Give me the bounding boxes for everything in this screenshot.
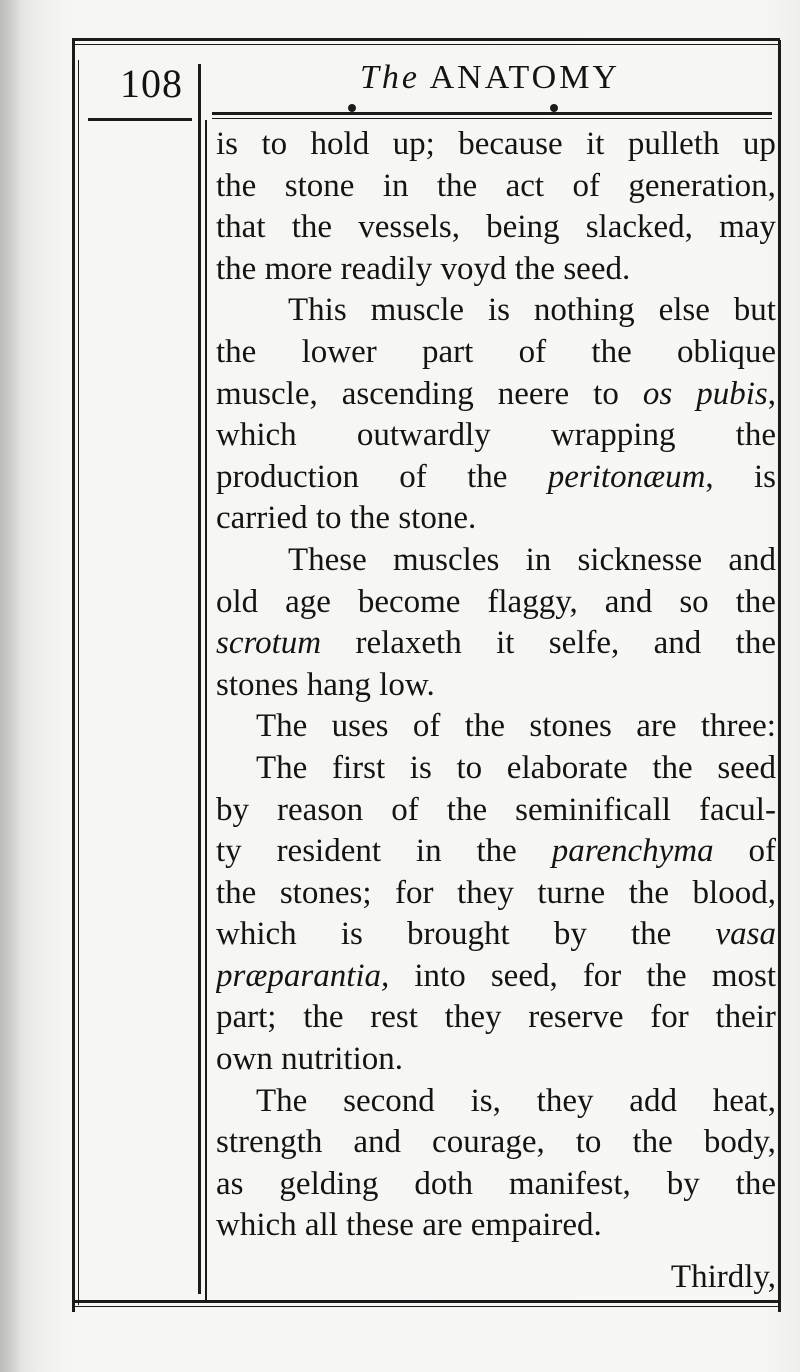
word: This (288, 292, 347, 329)
word: the (735, 417, 776, 454)
text-line (216, 914, 776, 956)
word: it (496, 625, 515, 662)
top-border-rule (72, 38, 780, 41)
word: of (518, 333, 547, 370)
word: may (719, 209, 776, 246)
word: as (216, 1165, 244, 1202)
word: these (346, 1207, 414, 1244)
word: ty (216, 833, 242, 870)
word: sicknesse (577, 541, 703, 578)
word: of (399, 458, 427, 495)
word: the (632, 1124, 673, 1161)
word: more (264, 250, 333, 287)
word: generation, (628, 167, 776, 204)
word: parenchyma (551, 833, 714, 870)
word: because (458, 126, 563, 162)
word: resident (276, 833, 382, 870)
text-line (216, 706, 776, 748)
text-line (216, 956, 776, 998)
top-border-rule-inner (72, 44, 780, 45)
word: that (216, 209, 266, 246)
word: most (711, 957, 776, 994)
word: voyd (440, 250, 507, 287)
catchword: Thirdly, (670, 1259, 776, 1296)
text-line (216, 540, 776, 582)
text-line (216, 1164, 776, 1206)
word: add (629, 1082, 677, 1119)
word: to (261, 126, 288, 162)
text-line (216, 831, 776, 873)
word: and (728, 541, 776, 578)
word: the (216, 333, 257, 370)
word: else (658, 292, 710, 329)
word: into (414, 957, 466, 994)
bottom-border-rule-inner (72, 1306, 780, 1307)
word: rest (370, 999, 418, 1036)
page-number: 108 (120, 61, 183, 106)
word: empaired. (470, 1207, 602, 1244)
word: to (456, 749, 483, 786)
word: the (303, 999, 344, 1036)
word: the (735, 583, 776, 620)
word: to (593, 375, 619, 412)
word: pulleth (627, 126, 720, 162)
word: stones (529, 708, 612, 745)
text-line (216, 457, 776, 499)
word: relaxeth (355, 625, 462, 662)
word: seminificall (515, 791, 671, 828)
text-line (216, 582, 776, 624)
word: heat, (712, 1082, 776, 1119)
word: the (628, 874, 670, 911)
word: the (216, 167, 257, 204)
word: which (216, 417, 297, 454)
word: part; (216, 999, 277, 1036)
word: præparantia, (216, 957, 390, 994)
word: neere (497, 375, 570, 412)
word: the (652, 749, 693, 786)
word: low. (379, 666, 435, 703)
word: become (357, 583, 461, 620)
gutter-shadow (0, 0, 22, 1372)
running-head-title: ANATOMY (429, 59, 621, 96)
word: in (415, 833, 442, 870)
word: seed, (490, 957, 558, 994)
word: are (422, 1207, 463, 1244)
text-line (216, 207, 776, 249)
header-underline-margin (88, 118, 192, 121)
word: the (464, 708, 506, 745)
word: body, (703, 1124, 776, 1161)
word: The (256, 1082, 308, 1119)
word: so (679, 583, 709, 620)
word: of (748, 833, 776, 870)
word: the (646, 957, 687, 994)
word: the (630, 916, 672, 953)
word: for (582, 957, 622, 994)
word: three: (700, 708, 776, 745)
word: and (604, 583, 653, 620)
word: nothing (533, 292, 635, 329)
word: slacked, (585, 209, 693, 246)
word: for (650, 999, 689, 1036)
word: own (216, 1041, 273, 1078)
word: old (216, 583, 259, 620)
word: uses (331, 708, 389, 745)
word: muscles (393, 541, 500, 578)
word: of (572, 167, 600, 204)
word: is (487, 292, 510, 329)
word: they (536, 1082, 594, 1119)
word: to (575, 1124, 602, 1161)
word: vessels, (358, 209, 460, 246)
word: second (343, 1082, 435, 1119)
body-text (216, 124, 776, 1299)
word: readily (340, 250, 433, 287)
word: reason (277, 791, 364, 828)
word: gelding (279, 1165, 379, 1202)
text-line (216, 124, 776, 166)
word: to (315, 500, 342, 537)
word: which (216, 1207, 297, 1244)
word: nutrition. (281, 1041, 404, 1078)
word: the (216, 874, 257, 911)
word: by (553, 916, 587, 953)
word: is (409, 749, 432, 786)
word: the (735, 1165, 776, 1202)
word: age (285, 583, 331, 620)
word: being (486, 209, 560, 246)
word: and (353, 1124, 402, 1161)
text-line (216, 873, 776, 915)
word: is, (470, 1082, 501, 1119)
word: they (457, 874, 514, 911)
word: it (586, 126, 605, 162)
running-head-article: The (360, 59, 420, 96)
word: production (216, 458, 359, 495)
word: os (642, 375, 673, 412)
word: hold (310, 126, 370, 162)
word: reserve (528, 999, 624, 1036)
word: up; (392, 126, 435, 162)
word: of (412, 708, 441, 745)
text-line (216, 374, 776, 416)
word: the (446, 791, 488, 828)
word: are (636, 708, 677, 745)
text-line (216, 623, 776, 665)
word: manifest, (508, 1165, 631, 1202)
word: ascending (341, 375, 474, 412)
word: These (288, 541, 367, 578)
word: of (391, 791, 419, 828)
word: carried (216, 500, 308, 537)
word: for (395, 874, 434, 911)
header-ornament-dot (348, 104, 356, 112)
word: but (733, 292, 776, 329)
word: the (349, 500, 391, 537)
text-line (216, 665, 776, 707)
text-line (216, 1039, 776, 1081)
word: elaborate (506, 749, 628, 786)
word: hang (306, 666, 371, 703)
word: the (216, 250, 257, 287)
word: the (436, 167, 478, 204)
word: muscle (370, 292, 465, 329)
word: lower (301, 333, 377, 370)
word: flaggy, (487, 583, 578, 620)
word: doth (414, 1165, 473, 1202)
text-line (216, 1122, 776, 1164)
word: stone (284, 167, 355, 204)
word: their (715, 999, 776, 1036)
margin-column-rule (198, 64, 201, 1294)
left-border-rule (72, 40, 75, 1312)
word: which (216, 916, 297, 953)
word: first (331, 749, 386, 786)
text-line (216, 290, 776, 332)
text-line (216, 748, 776, 790)
word: blood, (692, 874, 776, 911)
text-line (216, 997, 776, 1039)
word: the (291, 209, 333, 246)
word: all (304, 1207, 338, 1244)
word: oblique (677, 333, 776, 370)
word: is (216, 126, 239, 162)
word: and (653, 625, 702, 662)
word: the (467, 458, 508, 495)
word: strength (216, 1124, 323, 1161)
word: peritonæum, (547, 458, 714, 495)
word: muscle, (216, 375, 318, 412)
word: the (735, 625, 776, 662)
text-line (216, 790, 776, 832)
word: act (505, 167, 545, 204)
word: by (666, 1165, 700, 1202)
header-underline (212, 112, 772, 115)
word: stones (216, 666, 299, 703)
header-underline-thin (212, 118, 772, 119)
margin-column-rule-inner (205, 120, 207, 1300)
word: stone. (398, 500, 477, 537)
word: turne (537, 874, 606, 911)
word: brought (406, 916, 510, 953)
text-line (216, 415, 776, 457)
word: outwardly (356, 417, 491, 454)
word: part (422, 333, 474, 370)
word: scrotum (216, 625, 322, 662)
word: seed. (563, 250, 631, 287)
word: by (216, 791, 249, 828)
word: courage, (432, 1124, 545, 1161)
word: up (742, 126, 776, 162)
word: the (591, 333, 632, 370)
word: The (256, 749, 308, 786)
word: The (256, 708, 308, 745)
right-border-rule (778, 40, 781, 1312)
text-line (216, 1081, 776, 1123)
text-line (216, 332, 776, 374)
text-line (216, 249, 776, 291)
word: stones; (279, 874, 372, 911)
header-ornament-dot (550, 104, 558, 112)
text-line (216, 166, 776, 208)
word: in (525, 541, 552, 578)
text-line (216, 498, 776, 540)
running-head (360, 56, 690, 100)
word: in (382, 167, 409, 204)
word: seed (717, 749, 776, 786)
word: vasa (715, 916, 776, 953)
word: selfe, (548, 625, 620, 662)
left-border-rule-inner (78, 60, 79, 1305)
word: the (514, 250, 556, 287)
word: is (753, 458, 776, 495)
word: they (444, 999, 502, 1036)
text-line (216, 1205, 776, 1247)
word: pubis, (696, 375, 776, 412)
bottom-border-rule (72, 1300, 780, 1303)
word: facul- (699, 791, 776, 828)
word: wrapping (550, 417, 676, 454)
word: the (476, 833, 517, 870)
word: is (340, 916, 363, 953)
